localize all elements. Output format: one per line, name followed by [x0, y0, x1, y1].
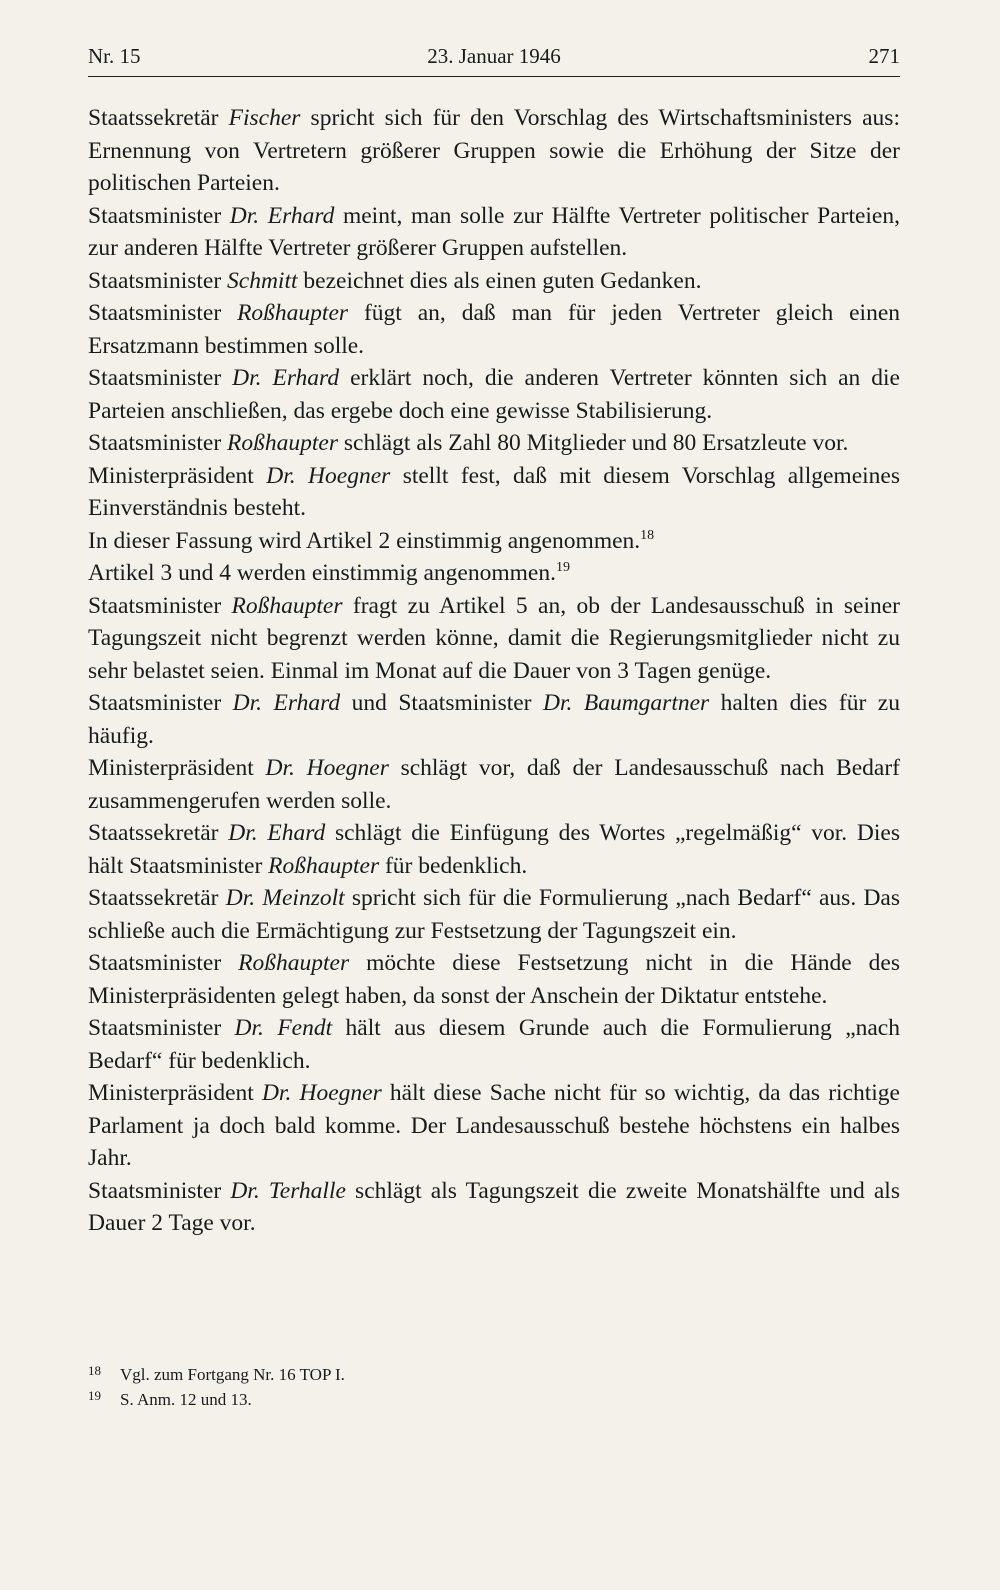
- text-run: spricht sich für die Formulierung „nach Bedarf“ aus. Das schließe auch die Ermächtigung zur Festsetzung der Tagungszeit ein.: [88, 885, 901, 944]
- document-number: Nr. 15: [88, 44, 141, 68]
- text-run: Staatssekretär: [88, 885, 226, 911]
- text-run: möchte diese Festsetzung nicht in die Hände des Ministerpräsidenten gelegt haben, da sonst der Anschein der Diktatur entstehe.: [88, 950, 900, 1009]
- paragraph: [88, 1012, 900, 1077]
- paragraph: [88, 1175, 900, 1240]
- footnote-number: 19: [88, 1388, 101, 1403]
- text-run: stellt fest, daß mit diesem Vorschlag allgemeines Einverständnis besteht.: [88, 462, 900, 521]
- body-text: [88, 102, 900, 1240]
- text-run: bezeichnet dies als einen guten Gedanken.: [297, 267, 702, 294]
- text-run: hält diese Sache nicht für so wichtig, da das richtige Parlament ja doch bald komme. Der Landesausschuß bestehe höchstens ein halbes Jahr.: [88, 1080, 900, 1171]
- text-run: Staatsminister: [88, 365, 233, 391]
- speaker-name: Dr. Meinzolt: [225, 885, 345, 911]
- footnotes: [88, 1362, 900, 1412]
- text-run: schlägt die Einfügung des Wortes „regelmäßig“ vor. Dies hält Staatsminister: [88, 820, 900, 879]
- text-run: fragt zu Artikel 5 an, ob der Landesausschuß in seiner Tagungszeit nicht begrenzt werden könne, damit die Regierungsmitglieder nicht zu sehr belastet seien. Einmal im Monat auf die Dauer von 3 Tagen genüge.: [88, 592, 900, 684]
- paragraph: [88, 1077, 900, 1175]
- paragraph: [88, 102, 900, 200]
- text-run: Staatsminister: [88, 950, 239, 976]
- text-run: hält aus diesem Grunde auch die Formulierung „nach Bedarf“ für bedenklich.: [88, 1015, 900, 1074]
- paragraph: [88, 557, 900, 590]
- text-run: Staatssekretär: [88, 105, 229, 131]
- paragraph: [88, 427, 900, 460]
- page-header: [88, 40, 900, 77]
- text-run: spricht sich für den Vorschlag des Wirtschaftsministers aus: Ernennung von Vertretern größerer Gruppen sowie die Erhöhung der Sitze der politischen Parteien.: [88, 105, 900, 196]
- text-run: Staatsminister: [88, 300, 238, 326]
- text-run: und Staatsminister: [340, 690, 543, 716]
- speaker-name: Dr. Fendt: [234, 1015, 333, 1041]
- footnote: [88, 1387, 900, 1412]
- speaker-name: Schmitt: [227, 267, 298, 294]
- text-run: halten dies für zu häufig.: [88, 690, 900, 749]
- paragraph: [88, 265, 900, 298]
- text-run: In dieser Fassung wird Artikel 2 einstimmig angenommen.: [88, 527, 641, 554]
- text-run: schlägt vor, daß der Landesausschuß nach Bedarf zusammengerufen werden solle.: [88, 755, 900, 814]
- paragraph: [88, 297, 900, 362]
- speaker-name: Dr. Ehard: [228, 820, 326, 846]
- text-run: Staatsminister: [88, 202, 230, 229]
- text-run: meint, man solle zur Hälfte Vertreter politischer Parteien, zur anderen Hälfte Vertreter größerer Gruppen aufstellen.: [88, 202, 900, 261]
- page-number: 271: [868, 44, 900, 68]
- paragraph: [88, 687, 900, 752]
- speaker-name: Roßhaupter: [231, 592, 343, 619]
- text-run: fügt an, daß man für jeden Vertreter gleich einen Ersatzmann bestimmen solle.: [88, 300, 900, 359]
- text-run: Artikel 3 und 4 werden einstimmig angenommen.: [88, 560, 556, 586]
- speaker-name: Dr. Erhard: [232, 365, 340, 391]
- text-run: Staatsminister: [88, 690, 233, 716]
- footnote-ref: 19: [555, 560, 570, 575]
- text-run: schlägt als Zahl 80 Mitglieder und 80 Ersatzleute vor.: [338, 430, 849, 456]
- paragraph: [88, 362, 900, 427]
- paragraph: [88, 947, 900, 1012]
- text-run: Ministerpräsident: [88, 755, 266, 781]
- speaker-name: Dr. Erhard: [232, 690, 341, 716]
- text-run: schlägt als Tagungszeit die zweite Monatshälfte und als Dauer 2 Tage vor.: [88, 1177, 900, 1236]
- paragraph: [88, 460, 900, 525]
- footnote-ref: 18: [640, 527, 655, 543]
- document-date: 23. Januar 1946: [427, 44, 561, 68]
- paragraph: [88, 590, 900, 688]
- text-run: Staatssekretär: [88, 820, 229, 846]
- text-run: Ministerpräsident: [88, 462, 267, 489]
- speaker-name: Dr. Baumgartner: [542, 690, 710, 716]
- text-run: Ministerpräsident: [88, 1080, 262, 1106]
- speaker-name: Roßhaupter: [237, 300, 349, 326]
- speaker-name: Roßhaupter: [227, 430, 338, 456]
- paragraph: [88, 752, 900, 817]
- paragraph: [88, 882, 900, 947]
- speaker-name: Roßhaupter: [238, 950, 350, 976]
- paragraph: [88, 525, 900, 558]
- footnote-text: Vgl. zum Fortgang Nr. 16 TOP I.: [120, 1365, 345, 1384]
- footnote-text: S. Anm. 12 und 13.: [120, 1390, 252, 1409]
- speaker-name: Dr. Hoegner: [265, 755, 389, 781]
- speaker-name: Dr. Terhalle: [230, 1177, 346, 1204]
- speaker-name: Dr. Erhard: [229, 202, 335, 229]
- text-run: Staatsminister: [88, 430, 228, 456]
- speaker-name: Roßhaupter: [268, 852, 380, 879]
- paragraph: [88, 200, 900, 265]
- footnote: [88, 1362, 900, 1387]
- text-run: Staatsminister: [88, 1015, 235, 1041]
- text-run: für bedenklich.: [379, 852, 528, 879]
- paragraph: [88, 817, 900, 882]
- speaker-name: Dr. Hoegner: [261, 1080, 382, 1106]
- speaker-name: Dr. Hoegner: [266, 462, 391, 489]
- text-run: Staatsminister: [88, 592, 232, 619]
- text-run: erklärt noch, die anderen Vertreter könnten sich an die Parteien anschließen, das ergebe doch eine gewisse Stabilisierung.: [88, 365, 900, 424]
- speaker-name: Fischer: [228, 105, 301, 131]
- text-run: Staatsminister: [88, 267, 228, 294]
- text-run: Staatsminister: [88, 1177, 231, 1204]
- footnote-number: 18: [88, 1363, 101, 1378]
